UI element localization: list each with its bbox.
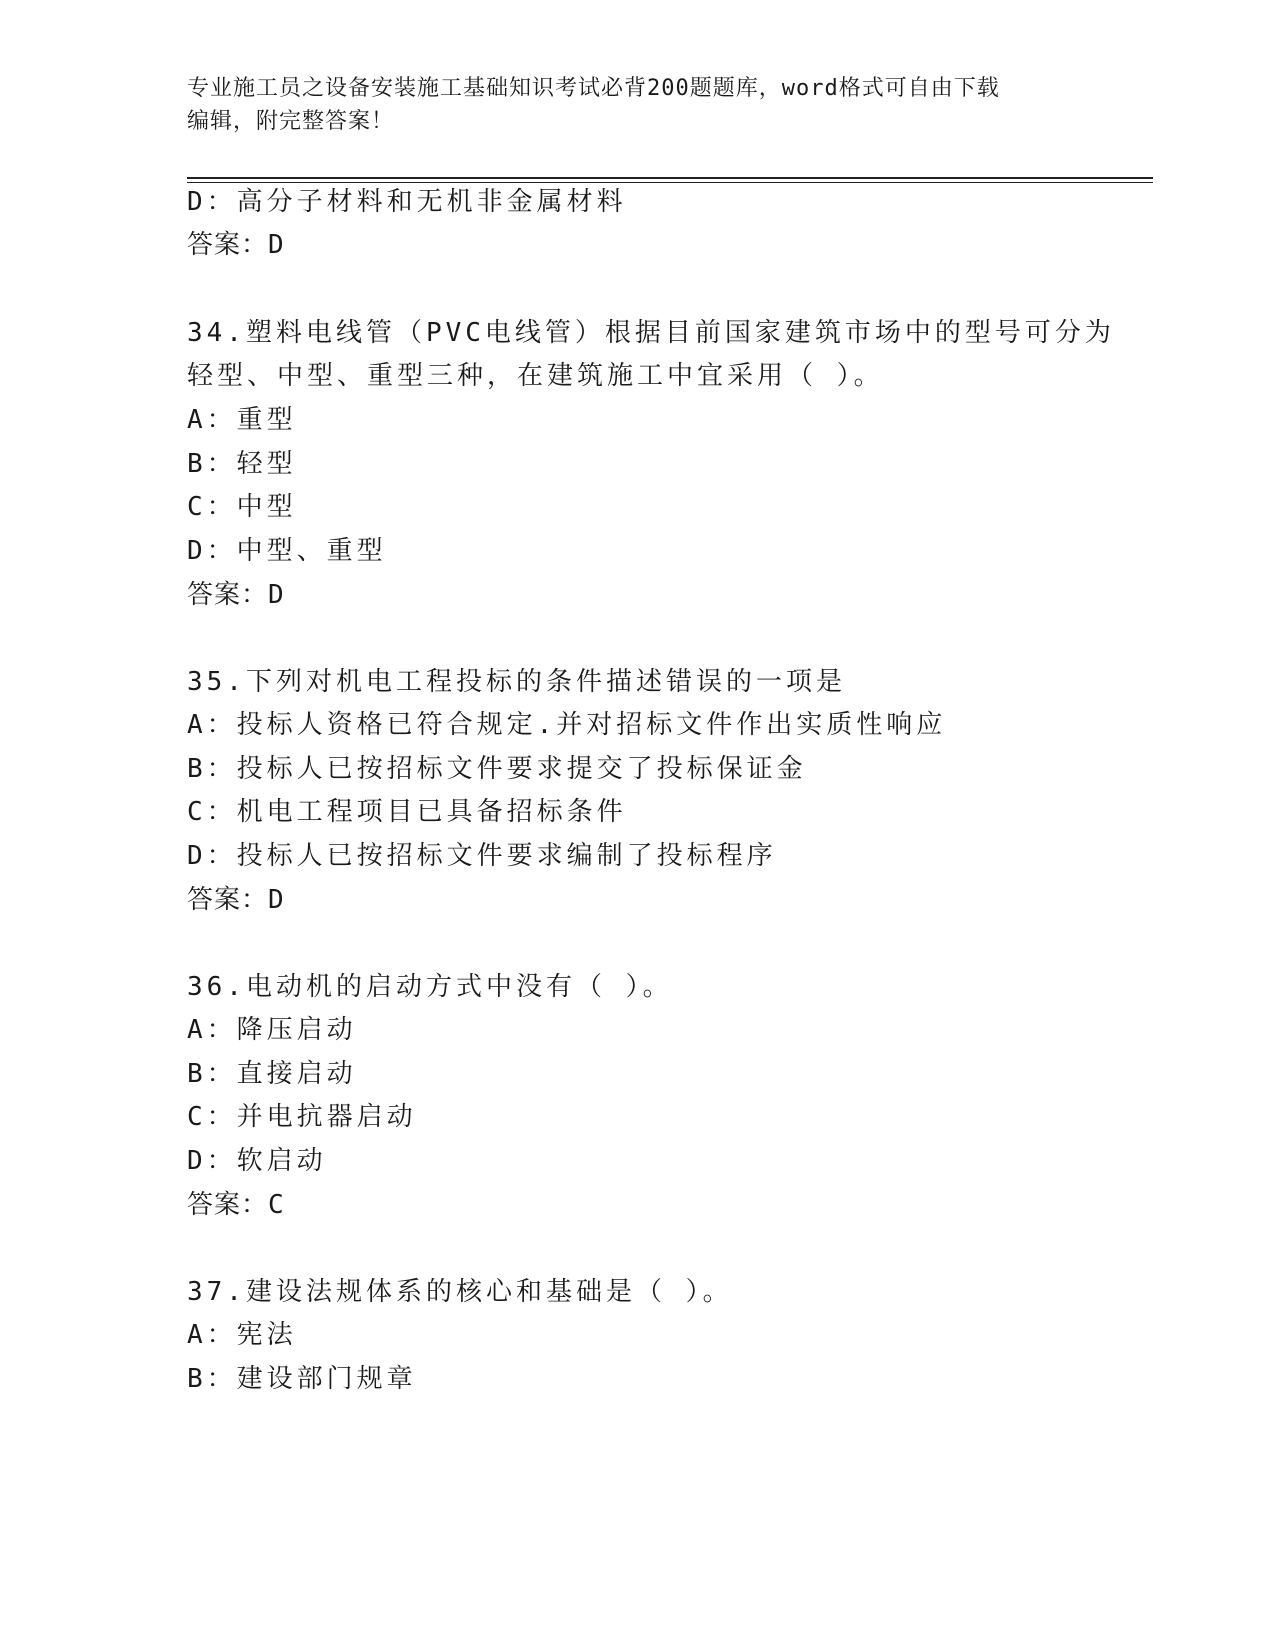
q34-stem-line-2: 轻型、中型、重型三种，在建筑施工中宜采用（ ）。 [187,361,884,391]
q35-stem: 35.下列对机电工程投标的条件描述错误的一项是 [187,667,846,697]
q36-option-c: C：并电抗器启动 [187,1102,417,1132]
q37-option-b: B：建设部门规章 [187,1364,417,1394]
q35-option-c: C：机电工程项目已具备招标条件 [187,797,627,827]
q35-option-d: D：投标人已按招标文件要求编制了投标程序 [187,841,777,871]
q37-option-a: A：宪法 [187,1320,297,1350]
q35-option-a: A：投标人资格已符合规定.并对招标文件作出实质性响应 [187,710,947,740]
header-divider-thin [187,182,1153,183]
header-line-1: 专业施工员之设备安装施工基础知识考试必背200题题库，word格式可自由下载 [187,76,1000,101]
q35-option-b: B：投标人已按招标文件要求提交了投标保证金 [187,754,807,784]
prev-answer: 答案：D [187,230,285,260]
prev-option-d: D：高分子材料和无机非金属材料 [187,187,627,217]
header-line-2: 编辑，附完整答案！ [187,109,395,134]
q36-stem: 36.电动机的启动方式中没有（ ）。 [187,972,673,1002]
q36-option-b: B：直接启动 [187,1059,357,1089]
q36-option-a: A：降压启动 [187,1015,357,1045]
document-header [187,72,1067,138]
q35-answer: 答案：D [187,885,285,915]
q36-answer: 答案：C [187,1190,285,1220]
q34-option-c: C：中型 [187,492,297,522]
q34-answer: 答案：D [187,580,285,610]
q34-option-b: B：轻型 [187,449,297,479]
q34-stem-line-1: 34.塑料电线管（PVC电线管）根据目前国家建筑市场中的型号可分为 [187,318,1115,348]
q34-option-a: A：重型 [187,405,297,435]
q37-stem: 37.建设法规体系的核心和基础是（ ）。 [187,1277,733,1307]
header-divider-thick [187,177,1153,179]
q36-option-d: D：软启动 [187,1146,327,1176]
q34-option-d: D：中型、重型 [187,536,387,566]
